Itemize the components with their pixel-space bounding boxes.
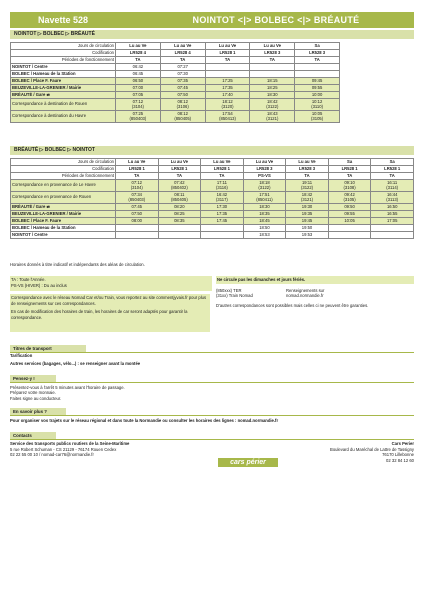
stop-name: Correspondance à destination de Rouen [11,99,116,111]
time-cell: 18:53 [243,232,286,239]
time-cell: 08:12 (3106) [160,99,205,111]
time-cell: 18:42 (3121) [286,192,329,204]
head-cell: TA [371,173,414,180]
head-cell: Lu au Ve [286,159,329,166]
time-cell: 09:45 [295,78,340,85]
service-address: 5 rue Robert Schuman - CS 21129 - 76174 Rouen Cedex [10,446,117,452]
time-cell: 19:53 [286,232,329,239]
head-row [11,159,414,166]
autres-services: Autres services (bagages, vélo...) : se renseigner avant la montée [10,361,141,367]
table-row [11,92,340,99]
company-phone: 02 32 84 12 60 [386,457,414,463]
stop-name: BOLBEC / Hameau de la Station [11,71,116,78]
contacts-left [10,441,230,458]
head-cell: TA [295,57,340,64]
time-cell: 16:50 [371,204,414,211]
head-row [11,166,414,173]
contacts-right [270,441,414,463]
other-corr-note: D'autres correspondances sont possibles mais celles ci ne peuvent être garanties. [216,302,369,308]
time-cell: 17:30 [201,204,244,211]
time-cell [205,64,250,71]
time-cell: 16:42 (3117) [201,192,244,204]
time-cell: 08:25 [158,211,201,218]
head-label: Codification [11,50,116,57]
head-row [11,57,340,64]
time-cell: 06:50 [116,78,161,85]
stop-name: BRÉAUTÉ / Gare ⇄ [11,92,116,99]
time-cell: 18:30 [250,92,295,99]
time-cell: 16:11 (3114) [371,180,414,192]
time-cell: 07:45 [160,85,205,92]
time-cell: 07:34 (850403) [116,192,159,204]
head-row [11,173,414,180]
time-cell: 06:45 [116,71,161,78]
time-cell [116,225,159,232]
head-label: Périodes de fonctionnement [11,173,116,180]
route-name: NOINTOT <|> BOLBEC <|> BRÉAUTÉ [192,15,360,25]
ter-label: (850xxx) TER [216,287,242,293]
head-cell: TA [250,57,295,64]
time-cell: 09:10 (3108) [328,180,371,192]
head-cell: Lu au Ve [250,43,295,50]
head-row [11,50,340,57]
time-cell: 10:05 (3105) [295,111,340,123]
time-cell: 17:40 [205,92,250,99]
time-cell: 17:35 [201,211,244,218]
disclaimer: Horaires donnés à titre indicatif et indépendants des aléas de circulation. [10,262,145,267]
head-cell: Lu au Ve [160,43,205,50]
head-cell: Sa [371,159,414,166]
time-cell: 17:05 [371,218,414,225]
legend-box [10,276,212,291]
time-cell: 07:45 [116,204,159,211]
head-cell: LR528 1 [205,50,250,57]
time-cell: 07:05 [116,92,161,99]
table-row [11,111,340,123]
titres-section [10,345,414,367]
head-cell: Lu au Ve [158,159,201,166]
head-cell: TA [286,173,329,180]
table1 [10,42,340,123]
head-cell: LR528 1 [328,166,371,173]
time-cell: 07:30 [160,71,205,78]
head-cell: LR528 1 [158,166,201,173]
time-cell: 18:18 (3122) [243,180,286,192]
correspondence-box [10,294,210,332]
time-cell [116,232,159,239]
stop-name: NOINTOT / Centre [11,232,116,239]
time-cell [201,232,244,239]
time-cell: 18:15 [250,78,295,85]
time-cell: 06:42 [116,64,161,71]
stop-name: Correspondance à destination du Havre [11,111,116,123]
head-cell: TA [160,57,205,64]
company-address: Boulevard du Maréchal de Lattre de Tassigny [330,446,414,452]
head-label: Codification [11,166,116,173]
time-cell: 18:12 (3120) [205,99,250,111]
table-row [11,225,414,232]
pensez-3: Faites signe au conducteur. [10,395,62,401]
stop-name: BOLBEC / Hameau de la Station [11,225,116,232]
service-contact[interactable]: 02 22 55 00 10 / nomad-car76@normandie.fr [10,452,94,457]
table-row [11,204,414,211]
time-cell [328,225,371,232]
table-row [11,85,340,92]
table-row [11,180,414,192]
time-cell: 09:42 (3105) [328,192,371,204]
head-cell: LR528 4 [160,50,205,57]
head-cell: LR528 3 [295,50,340,57]
time-cell [295,64,340,71]
time-cell: 19:45 [286,218,329,225]
time-cell: 08:12 (850405) [160,111,205,123]
train-row [216,293,414,299]
stop-name: BEUZEVILLE-LA-GRENIER / Mairie [11,211,116,218]
time-cell: 07:27 [160,64,205,71]
time-cell [328,232,371,239]
time-cell [250,64,295,71]
pensez-1: Présentez-vous à l'arrêt 5 minutes avant l'horaire de passage. [10,384,125,390]
time-cell: 08:11 (850405) [158,192,201,204]
head-cell: TA [201,173,244,180]
time-cell: 19:11 (3122) [286,180,329,192]
head-cell: LR528 1 [201,166,244,173]
time-cell [201,225,244,232]
tarification: Tarification [10,352,33,358]
time-cell: 17:51 (850411) [243,192,286,204]
table-row [11,99,340,111]
time-cell: 18:30 [243,204,286,211]
head-cell: TA [205,57,250,64]
head-cell: TA [116,173,159,180]
table2-subtitle: BRÉAUTÉ ▷ BOLBEC ▷ NOINTOT [10,146,414,155]
time-cell: 07:42 (850402) [158,180,201,192]
corr-note-2: En cas de modification des horaires de train, les horaires de car seront adaptés pour garantir la correspondance. [11,309,188,320]
service-name: Service des transports publics routiers de la Seine-Maritime [10,441,130,446]
legend-psvs: PS-VS (HIVER) : Du au inclus [11,282,67,288]
stop-name: Correspondance en provenance de Le Havre [11,180,116,192]
train-label: (31xx) Train Nomad [216,293,253,298]
contacts-title: Contacts [10,432,56,439]
time-cell: 19:35 [286,211,329,218]
time-cell: 19:30 [286,204,329,211]
stop-name: BEUZEVILLE-LA-GRENIER / Mairie [11,85,116,92]
head-cell: LR528 3 [250,50,295,57]
head-cell: Lu au Ve [201,159,244,166]
time-cell: 07:12 (3104) [116,99,161,111]
pensez-2: Préparez votre monnaie. [10,390,56,396]
head-cell: LR528 3 [243,166,286,173]
time-cell: 07:00 [116,85,161,92]
ensavoir-section [10,408,414,423]
head-cell: TA [158,173,201,180]
page-header [10,12,414,28]
company-city: 76170 Lillebonne [382,452,414,457]
time-cell [371,225,414,232]
pensez-section [10,375,414,401]
time-cell: 19:50 [286,225,329,232]
time-cell: 10:12 (3110) [295,99,340,111]
time-cell [250,71,295,78]
stop-name: BOLBEC / Place F. Faure [11,218,116,225]
time-cell: 18:35 [243,211,286,218]
time-cell: 08:35 [158,218,201,225]
head-cell: TA [328,173,371,180]
time-cell: 16:44 (3113) [371,192,414,204]
table-row [11,218,414,225]
head-label: Périodes de fonctionnement [11,57,116,64]
time-cell: 17:25 [205,78,250,85]
stop-name: Correspondance en provenance de Rouen [11,192,116,204]
head-cell: Lu au Ve [116,159,159,166]
time-cell: 07:25 (850403) [116,111,161,123]
no-sunday-note: Ne circule pas les dimanches et jours fériés. [216,276,414,284]
ensavoir-title: En savoir plus ? [10,408,66,415]
legend-ta: TA : Toute l'Année. [11,277,46,282]
stop-name: NOINTOT / Centre [11,64,116,71]
time-cell: 17:11 (3116) [201,180,244,192]
time-cell: 17:54 (850413) [205,111,250,123]
head-label: Jours de circulation [11,43,116,50]
time-cell [371,232,414,239]
head-label: Jours de circulation [11,159,116,166]
time-cell: 18:43 (3121) [250,111,295,123]
contacts-section [10,432,414,440]
time-cell [205,71,250,78]
nomad-link[interactable]: nomad.normandie.fr [286,293,324,298]
time-cell: 07:50 [160,92,205,99]
company-name: Cars Perier [391,441,414,446]
table-row [11,64,340,71]
time-cell: 08:20 [158,204,201,211]
time-cell: 18:50 [243,225,286,232]
time-cell: 10:00 [295,92,340,99]
time-cell: 07:12 (3104) [116,180,159,192]
head-cell: Sa [328,159,371,166]
time-cell [158,232,201,239]
time-cell [158,225,201,232]
head-cell: LR528 1 [371,166,414,173]
time-cell: 09:55 [295,85,340,92]
head-cell: PS-VS [243,173,286,180]
head-row [11,43,340,50]
table-row [11,232,414,239]
titres-title: Titres de transport [10,345,86,352]
time-cell: 09:55 [328,211,371,218]
right-notes [216,276,414,308]
time-cell: 18:42 (3122) [250,99,295,111]
line-name: Navette 528 [38,15,89,25]
head-cell: Lu au Ve [243,159,286,166]
table1-subtitle: NOINTOT ▷ BOLBEC ▷ BRÉAUTÉ [10,30,414,39]
time-cell: 07:35 [160,78,205,85]
time-cell [295,71,340,78]
stop-name: BRÉAUTÉ / Gare ⇄ [11,204,116,211]
head-cell: LR528 4 [116,50,161,57]
corr-note-1: Correspondance avec le réseau Nomad Car et/ou Train, vous reportez au site commentjyvais.fr pour plus de renseignements sur ces correspondances. [11,295,207,306]
head-cell: Sa [295,43,340,50]
head-cell: TA [116,57,161,64]
table-row [11,211,414,218]
time-cell: 18:25 [250,85,295,92]
table-row [11,71,340,78]
renseignements-label: Renseignements sur [286,287,325,293]
head-cell: Lu au Ve [116,43,161,50]
table-row [11,78,340,85]
time-cell: 16:55 [371,211,414,218]
time-cell: 09:50 [328,204,371,211]
head-cell: LR528 1 [116,166,159,173]
ensavoir-text: Pour organiser vos trajets sur le réseau régional et dans toute la Normandie ou consulter les horaires des lignes : nomad.normandie.fr [10,417,279,423]
head-cell: Lu au Ve [205,43,250,50]
table-row [11,192,414,204]
table2 [10,158,414,239]
stop-name: BOLBEC / Place F. Faure [11,78,116,85]
time-cell: 17:45 [201,218,244,225]
time-cell: 08:00 [116,218,159,225]
time-cell: 18:45 [243,218,286,225]
time-cell: 10:05 [328,218,371,225]
cars-perier-logo: cars périer [218,458,278,467]
time-cell: 07:50 [116,211,159,218]
head-cell: LR528 3 [286,166,329,173]
time-cell: 17:35 [205,85,250,92]
pensez-title: Pensez-y ! [10,375,56,382]
